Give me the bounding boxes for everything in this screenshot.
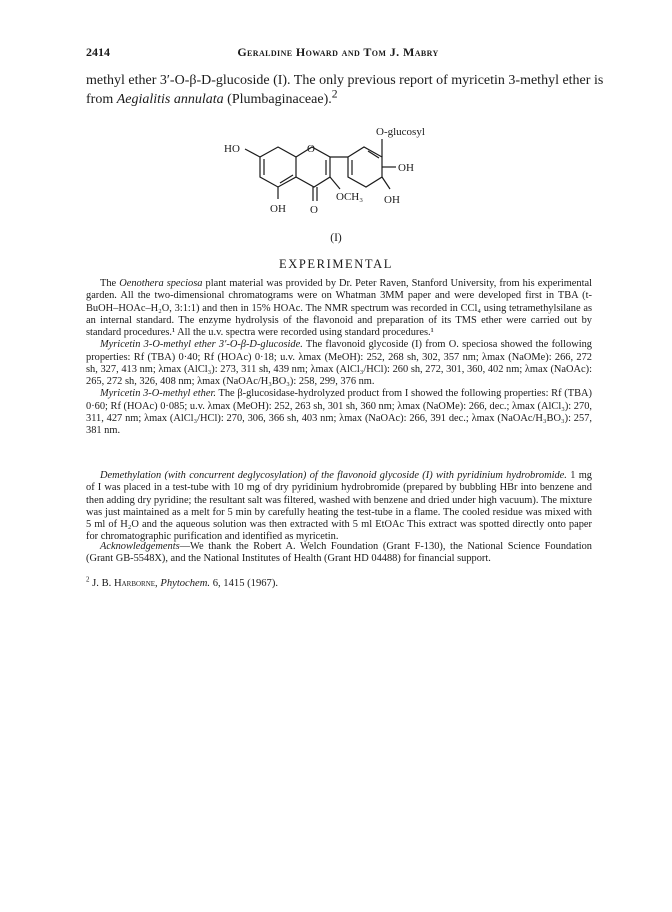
paragraph-methyl-ether xyxy=(86,388,592,437)
subheading: Acknowledgements xyxy=(100,541,180,552)
och3-bond xyxy=(330,177,340,189)
footnote-journal: Phytochem. xyxy=(160,578,211,589)
text: 1 mg of I was placed in a test-tube with 10 mg of dry pyridinium hydrobromide (prepared by bubbling HBr into benzene and then adding dry pyridine; the resultant salt was filtered, washed with benzene and dried under high vacuum). The mixture was just maintained as a melt for 5 min by carefully heating the test-tube in a flame. The cooled residue was mixed with 5 ml of H₂O and the aqueous solution was then extracted with 5 ml EtOAc This extract was spotted directly onto paper for chromatographic purification and identified as myricetin. xyxy=(86,470,593,543)
paragraph-acknowledgements xyxy=(86,541,592,566)
footnote-number: 2 xyxy=(86,575,90,584)
footnote-author: J. B. Harborne, xyxy=(92,578,158,589)
species-name: Oenothera speciosa xyxy=(119,278,203,289)
paragraph-demethylation xyxy=(86,470,592,544)
ring-o-label: O xyxy=(307,143,315,155)
ho-bond xyxy=(245,149,260,157)
footnote-details: 6, 1415 (1967). xyxy=(210,578,279,589)
acknowledgements-block xyxy=(86,541,592,566)
chemical-structure xyxy=(200,125,460,245)
structure-drawing xyxy=(200,125,460,245)
running-authors: Geraldine Howard and Tom J. Mabry xyxy=(237,45,439,59)
oh-right-label: OH xyxy=(398,162,414,174)
paragraph-glucoside xyxy=(86,339,592,388)
lead-line-2 xyxy=(86,87,606,109)
text: The flavonoid glycoside (I) from O. speciosa showed the following properties: Rf (TBA) 0·40; Rf (HOAc) 0·18; u.v. λmax (MeOH): 252, 268 sh, 302, 357 nm; λmax (NaOMe): 266, 272 sh, 327, 413 nm; λmax (AlCl₃): 273, 311 sh, 439 nm; λmax (AlCl₃/HCl): 260 sh, 272, 301, 360, 402 nm; λmax (NaOAc): 265, 272 sh, 326, 408 nm; λmax (NaOAc/H₃BO₃): 258, 299, 376 nm. xyxy=(86,339,593,387)
text: The xyxy=(100,278,120,289)
demethylation-block xyxy=(86,470,592,544)
running-header xyxy=(86,45,590,61)
text: plant material was provided by Dr. Peter Raven, Stanford University, from his experimental garden. All the two-dimensional chromatograms were on Whatman 3MM paper and were developed first in TBA (t-BuOH–HOAc–H₂O, 3:1:1) and then in 15% HOAc. The NMR spectrum was recorded in CCl₄ using tetramethylsilane as an internal standard. The enzyme hydrolysis of the flavonoid and preparation of its TMS ether were carried out by standard procedures.¹ All the u.v. spectra were recorded using standard procedures.¹ xyxy=(86,278,592,338)
lead-text: from xyxy=(86,92,117,107)
ho-label: HO xyxy=(224,143,240,155)
compound-label: (I) xyxy=(330,232,342,244)
lead-text-end: (Plumbaginaceae). xyxy=(223,92,332,107)
subheading: Myricetin 3-O-methyl ether 3′-O-β-D-glucoside. xyxy=(100,339,303,351)
glucosyl-label: O-glucosyl xyxy=(376,126,425,138)
ring-b xyxy=(348,147,382,187)
lead-paragraph xyxy=(86,71,606,109)
species-name: Aegialitis annulata xyxy=(116,92,224,107)
oh-bottom-right-bond xyxy=(382,177,390,189)
subheading: Myricetin 3-O-methyl ether. xyxy=(100,388,216,400)
section-heading: EXPERIMENTAL xyxy=(278,257,394,271)
reference-marker: 2 xyxy=(331,87,338,101)
footnote xyxy=(86,575,279,589)
subheading: Demethylation (with concurrent deglycosylation) of the flavonoid glycoside (I) with pyridinium hydrobromide. xyxy=(100,470,567,481)
carbonyl-o-label: O xyxy=(310,204,318,216)
oh-bottom-left-label: OH xyxy=(270,203,286,215)
text: The β-glucosidase-hydrolyzed product from I showed the following properties: Rf (TBA) 0·60; Rf (HOAc) 0·085; u.v. λmax (MeOH): 252, 263 sh, 301 sh, 360 nm; λmax (NaOMe): 266, dec.; λmax (AlCl₃): 270, 311, 427 nm; λmax (AlCl₃/HCl): 270, 306, 366 sh, 403 nm; λmax (NaOAc): 266, 391 dec.; λmax (NaOAc/H₃BO₃): 257, 381 nm. xyxy=(86,388,592,436)
oh-bottom-right-label: OH xyxy=(384,194,400,206)
page-number: 2414 xyxy=(86,45,110,59)
experimental-body xyxy=(86,278,592,437)
text: —We thank the Robert A. Welch Foundation (Grant F-130), the National Science Foundation (Grant GB-5548X), and the National Institutes of Health (Grant HD 04488) for financial support. xyxy=(86,541,592,565)
ring-a xyxy=(260,147,296,187)
paragraph-materials xyxy=(86,278,592,339)
lead-line-1: methyl ether 3′-O-β-D-glucoside (I). The only previous report of myricetin 3-methyl ether is xyxy=(86,73,604,88)
och3-label: OCH₃ xyxy=(336,191,364,203)
